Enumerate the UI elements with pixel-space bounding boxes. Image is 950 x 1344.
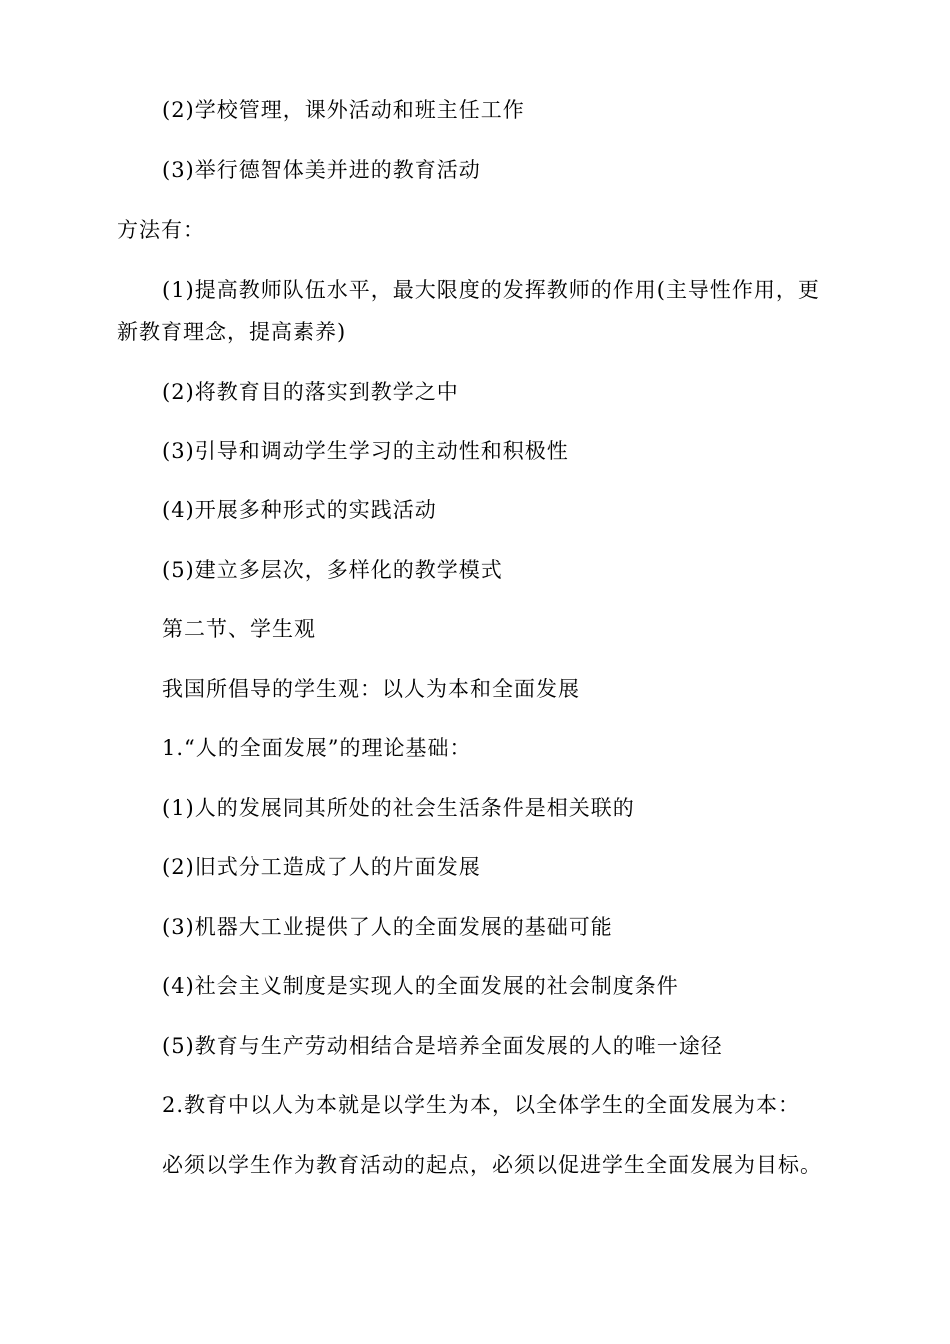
text-line: 我国所倡导的学生观：以人为本和全面发展	[162, 677, 580, 701]
text-line: (5)教育与生产劳动相结合是培养全面发展的人的唯一途径	[162, 1034, 723, 1058]
text-line: (2)学校管理，课外活动和班主任工作	[162, 98, 525, 122]
text-line: 2.教育中以人为本就是以学生为本，以全体学生的全面发展为本：	[162, 1093, 801, 1117]
text-line: (1)人的发展同其所处的社会生活条件是相关联的	[162, 796, 635, 820]
text-line: (3)机器大工业提供了人的全面发展的基础可能	[162, 915, 613, 939]
text-line: (3)引导和调动学生学习的主动性和积极性	[162, 439, 569, 463]
text-line: (4)开展多种形式的实践活动	[162, 498, 437, 522]
text-line: (2)旧式分工造成了人的片面发展	[162, 855, 481, 879]
text-line: 新教育理念，提高素养)	[117, 320, 347, 344]
section-heading: 第二节、学生观	[162, 617, 316, 641]
text-line: 方法有：	[117, 218, 205, 242]
text-line: (5)建立多层次，多样化的教学模式	[162, 558, 503, 582]
text-line: (2)将教育目的落实到教学之中	[162, 380, 459, 404]
text-line: 必须以学生作为教育活动的起点，必须以促进学生全面发展为目标。	[162, 1153, 822, 1177]
text-line: 1.“人的全面发展”的理论基础：	[162, 736, 472, 760]
text-line: (4)社会主义制度是实现人的全面发展的社会制度条件	[162, 974, 679, 998]
text-line: (1)提高教师队伍水平，最大限度的发挥教师的作用(主导性作用，更	[162, 278, 820, 302]
text-line: (3)举行德智体美并进的教育活动	[162, 158, 481, 182]
